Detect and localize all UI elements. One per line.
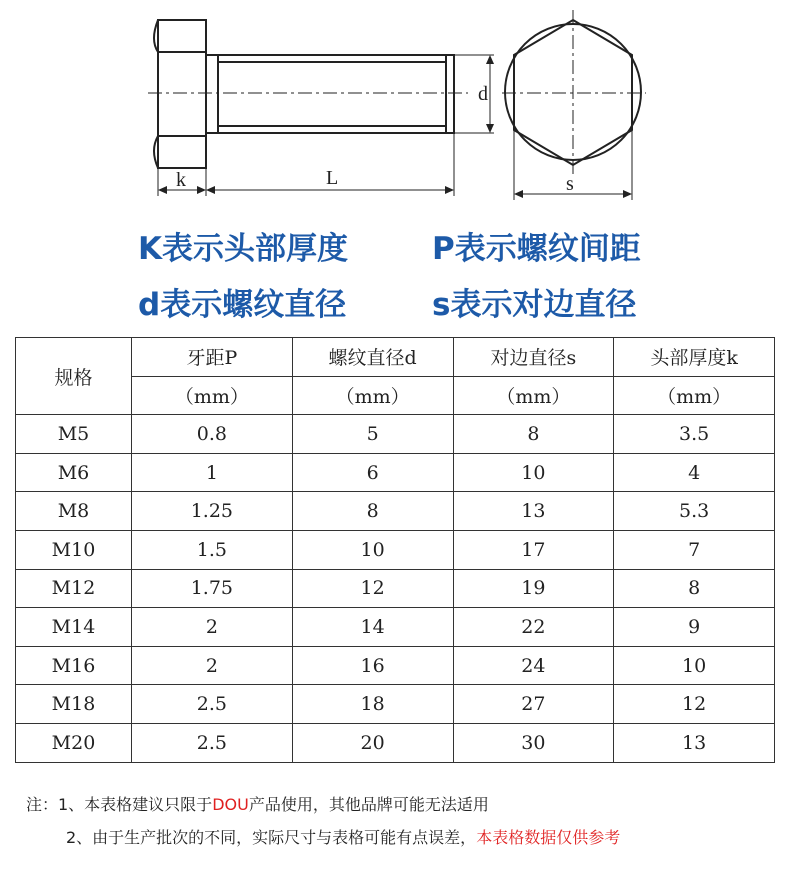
spec-table — [15, 337, 775, 763]
row-head-thickness: 5.3 — [614, 492, 775, 531]
header-head-thickness: 头部厚度k — [614, 338, 775, 377]
row-across-flats: 24 — [453, 646, 614, 685]
bolt-shank — [206, 55, 454, 133]
row-spec: M16 — [16, 646, 132, 685]
row-spec: M14 — [16, 608, 132, 647]
row-diameter: 8 — [292, 492, 453, 531]
row-spec: M10 — [16, 530, 132, 569]
legend-k: K表示头部厚度 — [138, 231, 349, 267]
row-diameter: 5 — [292, 415, 453, 454]
row-across-flats: 30 — [453, 723, 614, 762]
table-row — [16, 608, 775, 647]
dimension-legend — [0, 215, 790, 325]
table-row — [16, 685, 775, 724]
note-2-prefix: 2、由于生产批次的不同，实际尺寸与表格可能有点误差， — [66, 828, 477, 847]
table-row — [16, 646, 775, 685]
legend-s: s表示对边直径 — [432, 287, 637, 323]
unit-pitch: （mm） — [132, 376, 293, 415]
row-head-thickness: 9 — [614, 608, 775, 647]
table-row — [16, 530, 775, 569]
row-pitch: 1 — [132, 453, 293, 492]
row-diameter: 20 — [292, 723, 453, 762]
row-spec: M20 — [16, 723, 132, 762]
row-head-thickness: 8 — [614, 569, 775, 608]
row-pitch: 2.5 — [132, 685, 293, 724]
unit-diameter: （mm） — [292, 376, 453, 415]
table-row — [16, 453, 775, 492]
row-head-thickness: 13 — [614, 723, 775, 762]
row-diameter: 14 — [292, 608, 453, 647]
row-pitch: 2 — [132, 646, 293, 685]
note-1 — [26, 792, 489, 815]
row-spec: M18 — [16, 685, 132, 724]
row-across-flats: 17 — [453, 530, 614, 569]
row-diameter: 18 — [292, 685, 453, 724]
bolt-head-side — [158, 20, 206, 168]
L-label: L — [326, 167, 339, 189]
note-2-red: 本表格数据仅供参考 — [476, 828, 621, 847]
table-row — [16, 415, 775, 454]
table-row — [16, 723, 775, 762]
row-pitch: 0.8 — [132, 415, 293, 454]
row-pitch: 1.5 — [132, 530, 293, 569]
row-spec: M5 — [16, 415, 132, 454]
note-1-suffix: 产品使用，其他品牌可能无法适用 — [248, 795, 489, 814]
d-label: d — [478, 83, 488, 105]
s-label: s — [566, 173, 574, 195]
header-row — [16, 338, 775, 377]
header-diameter: 螺纹直径d — [292, 338, 453, 377]
row-head-thickness: 3.5 — [614, 415, 775, 454]
note-1-brand: DOU — [212, 795, 249, 814]
legend-d: d表示螺纹直径 — [138, 287, 347, 323]
row-diameter: 6 — [292, 453, 453, 492]
notes — [0, 780, 790, 880]
note-2 — [66, 825, 620, 848]
unit-head-thickness: （mm） — [614, 376, 775, 415]
table-row — [16, 492, 775, 531]
row-pitch: 1.75 — [132, 569, 293, 608]
row-diameter: 10 — [292, 530, 453, 569]
row-across-flats: 22 — [453, 608, 614, 647]
header-pitch: 牙距P — [132, 338, 293, 377]
row-spec: M6 — [16, 453, 132, 492]
row-diameter: 16 — [292, 646, 453, 685]
row-head-thickness: 4 — [614, 453, 775, 492]
row-across-flats: 8 — [453, 415, 614, 454]
table-row — [16, 569, 775, 608]
header-spec: 规格 — [16, 338, 132, 415]
row-across-flats: 10 — [453, 453, 614, 492]
k-label: k — [176, 169, 186, 191]
row-spec: M8 — [16, 492, 132, 531]
row-across-flats: 13 — [453, 492, 614, 531]
row-across-flats: 27 — [453, 685, 614, 724]
row-pitch: 1.25 — [132, 492, 293, 531]
header-across-flats: 对边直径s — [453, 338, 614, 377]
row-across-flats: 19 — [453, 569, 614, 608]
row-head-thickness: 12 — [614, 685, 775, 724]
legend-p: P表示螺纹间距 — [432, 231, 641, 267]
row-head-thickness: 7 — [614, 530, 775, 569]
row-diameter: 12 — [292, 569, 453, 608]
row-spec: M12 — [16, 569, 132, 608]
row-pitch: 2 — [132, 608, 293, 647]
note-1-prefix: 注：1、本表格建议只限于 — [26, 795, 213, 814]
row-head-thickness: 10 — [614, 646, 775, 685]
row-pitch: 2.5 — [132, 723, 293, 762]
unit-across-flats: （mm） — [453, 376, 614, 415]
bolt-drawing — [0, 0, 790, 210]
